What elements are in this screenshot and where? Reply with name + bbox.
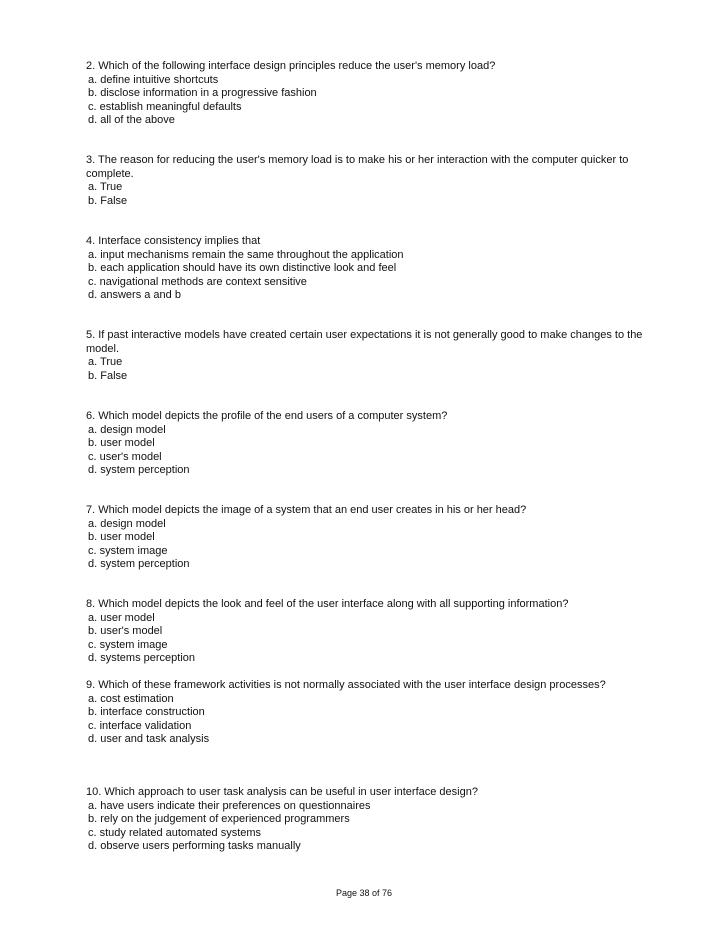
question-7 [86,504,646,572]
answer-option: d. system perception [88,464,190,476]
answer-option: d. system perception [88,558,190,570]
question-text: 9. Which of these framework activities is not normally associated with the user interface design processes? [86,679,606,691]
question-text: 3. The reason for reducing the user's memory load is to make his or her interaction with the computer quicker to complete. [86,154,632,180]
answer-option: b. disclose information in a progressive fashion [88,87,317,99]
question-6 [86,410,646,478]
answer-option: a. True [88,356,123,368]
answer-option: d. all of the above [88,114,175,126]
answer-option: b. False [88,194,128,207]
answer-option: d. systems perception [88,652,195,664]
answer-option: a. define intuitive shortcuts [88,73,219,86]
question-text: 7. Which model depicts the image of a system that an end user creates in his or her head? [86,504,527,516]
answer-option: c. study related automated systems [88,826,262,839]
question-8 [86,598,646,666]
answer-option: c. system image [88,638,168,651]
question-text: 4. Interface consistency implies that [86,235,261,247]
answer-option: b. False [88,369,128,382]
answer-option: a. design model [88,517,166,530]
answer-option: a. have users indicate their preferences on questionnaires [88,799,371,812]
answer-option: c. navigational methods are context sensitive [88,275,307,288]
answer-option: b. interface construction [88,706,205,718]
answer-option: a. input mechanisms remain the same throughout the application [88,248,404,261]
answer-option: a. True [88,181,123,193]
question-4 [86,235,646,303]
question-text: 10. Which approach to user task analysis can be useful in user interface design? [86,786,478,798]
answer-option: c. user's model [88,450,162,463]
answer-option: b. rely on the judgement of experienced programmers [88,813,350,825]
answer-option: c. establish meaningful defaults [88,100,242,113]
answer-option: c. system image [88,544,168,557]
answer-option: a. user model [88,611,155,624]
question-2 [86,60,646,128]
answer-option: b. user model [88,531,155,543]
answer-option: b. each application should have its own distinctive look and feel [88,262,397,274]
question-text: 6. Which model depicts the profile of the end users of a computer system? [86,410,448,422]
page-number: Page 38 of 76 [335,888,393,898]
answer-option: b. user's model [88,625,163,637]
question-text: 8. Which model depicts the look and feel of the user interface along with all supporting information? [86,598,569,610]
answer-option: b. user model [88,437,155,449]
question-3 [86,154,646,208]
question-text: 5. If past interactive models have created certain user expectations it is not generally good to make changes to the model. [86,329,646,355]
answer-option: a. design model [88,423,166,436]
answer-option: d. observe users performing tasks manually [88,840,301,852]
answer-option: a. cost estimation [88,692,174,705]
question-text: 2. Which of the following interface design principles reduce the user's memory load? [86,60,496,72]
question-5 [86,329,646,383]
answer-option: d. user and task analysis [88,733,210,745]
answer-option: c. interface validation [88,719,192,732]
question-10 [86,786,646,854]
answer-option: d. answers a and b [88,289,181,301]
question-9 [86,679,646,747]
